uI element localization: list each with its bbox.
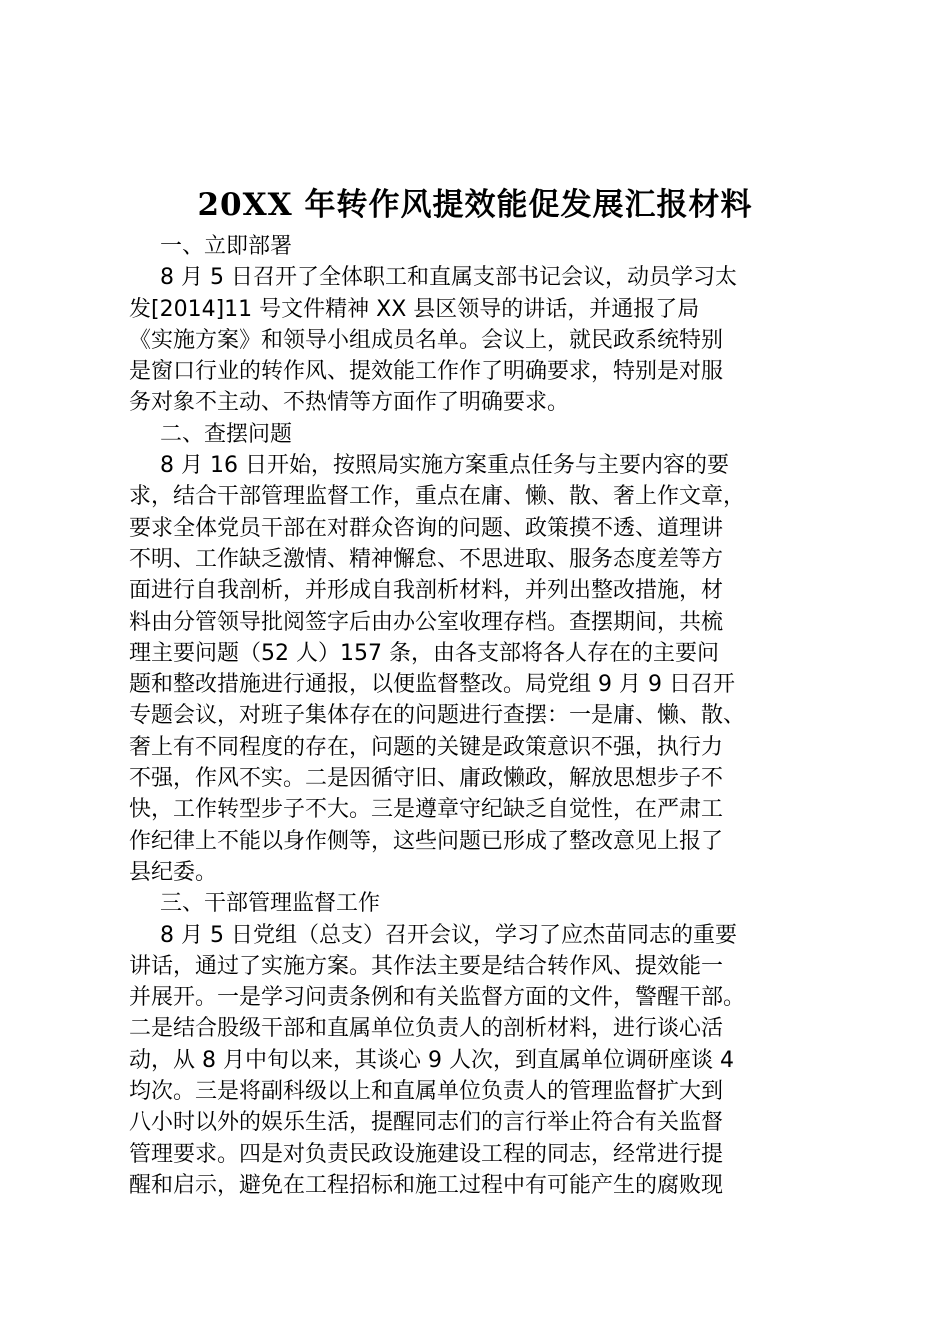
text-line: 快，工作转型步子不大。三是遵章守纪缺乏自觉性，在严肃工 [129,797,724,823]
text-line: 料由分管领导批阅签字后由办公室收理存档。查摆期间，共梳 [129,609,724,635]
text-line: 奢上有不同程度的存在，问题的关键是政策意识不强，执行力 [129,734,724,760]
text-line: 管理要求。四是对负责民政设施建设工程的同志，经常进行提 [129,1141,724,1167]
text-line: 二是结合股级干部和直属单位负责人的剖析材料，进行谈心活 [129,1016,724,1042]
text-line: 求，结合干部管理监督工作，重点在庸、懒、散、奢上作文章， [129,484,746,510]
text-line: 理主要问题（52 人）157 条，由各支部将各人存在的主要问 [129,640,719,666]
text-line: 讲话，通过了实施方案。其作法主要是结合转作风、提效能一 [129,953,724,979]
text-line: 8 月 5 日党组（总支）召开会议，学习了应杰苗同志的重要 [160,922,737,948]
text-line: 要求全体党员干部在对群众咨询的问题、政策摸不透、道理讲 [129,515,724,541]
text-line: 三、干部管理监督工作 [160,891,381,917]
text-line: 一、立即部署 [160,234,293,259]
text-line: 动，从 8 月中旬以来，其谈心 9 人次，到直属单位调研座谈 4 [129,1047,734,1073]
text-line: 作纪律上不能以身作侧等，这些问题已形成了整改意见上报了 [129,828,724,854]
text-line: 均次。三是将副科级以上和直属单位负责人的管理监督扩大到 [129,1079,724,1105]
text-line: 8 月 16 日开始，按照局实施方案重点任务与主要内容的要 [160,453,729,479]
text-line: 不强，作风不实。二是因循守旧、庸政懒政，解放思想步子不 [129,766,724,792]
text-line: 《实施方案》和领导小组成员名单。会议上，就民政系统特别 [129,327,724,353]
text-line: 务对象不主动、不热情等方面作了明确要求。 [129,390,570,416]
text-line: 8 月 5 日召开了全体职工和直属支部书记会议，动员学习太 [160,265,737,291]
text-line: 醒和启示，避免在工程招标和施工过程中有可能产生的腐败现 [129,1172,724,1198]
document-body [129,231,844,1201]
text-line: 面进行自我剖析，并形成自我剖析材料，并列出整改措施，材 [129,578,724,604]
text-line: 是窗口行业的转作风、提效能工作作了明确要求，特别是对服 [129,359,724,385]
text-line: 二、查摆问题 [160,421,293,447]
text-line: 不明、工作缺乏激情、精神懈怠、不思进取、服务态度差等方 [129,546,724,572]
text-line: 县纪委。 [129,859,218,885]
text-line: 发[2014]11 号文件精神 XX 县区领导的讲话，并通报了局 [129,296,700,322]
text-line: 题和整改措施进行通报，以便监督整改。局党组 9 月 9 日召开 [129,672,735,698]
text-line: 专题会议，对班子集体存在的问题进行查摆：一是庸、懒、散、 [129,703,746,729]
document-title: 20XX 年转作风提效能促发展汇报材料 [197,187,753,223]
text-line: 八小时以外的娱乐生活，提醒同志们的言行举止符合有关监督 [129,1110,724,1136]
text-line: 并展开。一是学习问责条例和有关监督方面的文件，警醒干部。 [129,985,746,1011]
